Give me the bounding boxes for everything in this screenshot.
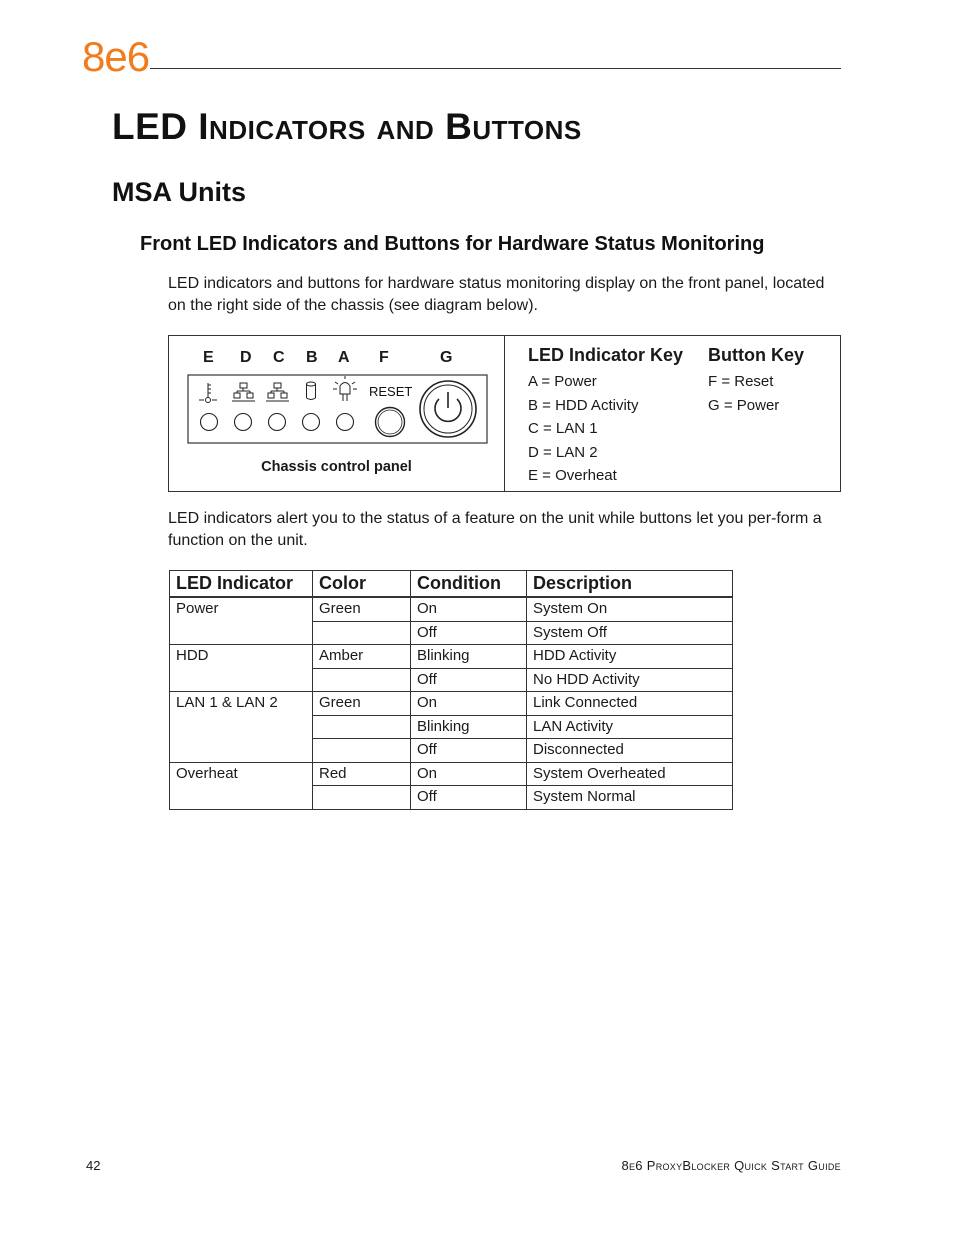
subsection-title: Front LED Indicators and Buttons for Hardware Status Monitoring (140, 233, 765, 255)
network-icon (266, 383, 289, 401)
button-key-title: Button Key (708, 345, 804, 365)
condition-cell: Blinking (411, 715, 527, 739)
led-indicator-cell: LAN 1 & LAN 2 (170, 692, 313, 763)
condition-cell: On (411, 597, 527, 621)
button-key-item: G = Power (708, 396, 780, 414)
color-cell (313, 786, 411, 810)
chassis-control-panel (187, 374, 489, 446)
condition-cell: On (411, 692, 527, 716)
color-cell: Green (313, 597, 411, 621)
condition-cell: Off (411, 786, 527, 810)
description-cell: System Off (527, 621, 733, 645)
table-row (170, 645, 733, 669)
thermometer-icon (199, 383, 217, 403)
diagram-letter-g: G (440, 349, 453, 366)
header-led-indicator: LED Indicator (170, 571, 313, 598)
color-cell (313, 621, 411, 645)
description-cell: System Normal (527, 786, 733, 810)
color-cell (313, 715, 411, 739)
color-cell: Red (313, 762, 411, 786)
description-cell: No HDD Activity (527, 668, 733, 692)
description-cell: System On (527, 597, 733, 621)
alerts-paragraph: LED indicators alert you to the status of a feature on the unit while buttons let you per-form a function on the unit. (168, 510, 822, 549)
led-key-item: E = Overheat (528, 467, 617, 484)
diagram-divider (504, 336, 505, 491)
led-key-item: C = LAN 1 (528, 420, 598, 437)
hdd-led (303, 414, 320, 431)
page-number: 42 (86, 1158, 101, 1173)
diagram-letter-b: B (306, 349, 318, 366)
diagram-letter-a: A (338, 349, 350, 366)
section-title: MSA Units (112, 177, 246, 207)
lan1-led (269, 414, 286, 431)
condition-cell: Off (411, 739, 527, 763)
power-button (420, 381, 476, 437)
reset-label: RESET (369, 384, 413, 399)
network-icon (232, 383, 255, 401)
description-cell: Link Connected (527, 692, 733, 716)
condition-cell: Off (411, 621, 527, 645)
color-cell (313, 668, 411, 692)
description-cell: HDD Activity (527, 645, 733, 669)
color-cell (313, 739, 411, 763)
header-condition: Condition (411, 571, 527, 598)
diagram-caption: Chassis control panel (261, 459, 412, 475)
led-indicator-key (528, 342, 683, 488)
condition-cell: Off (411, 668, 527, 692)
led-indicator-cell: Overheat (170, 762, 313, 809)
table-header-row (170, 571, 733, 598)
led-status-table (169, 570, 733, 810)
led-key-item: D = LAN 2 (528, 443, 598, 461)
page-title: LED Indicators and Buttons (112, 106, 582, 147)
company-logo: 8e6 (82, 33, 150, 80)
condition-cell: On (411, 762, 527, 786)
lan2-led (235, 414, 252, 431)
header-description: Description (527, 571, 733, 598)
description-cell: LAN Activity (527, 715, 733, 739)
diagram-letter-c: C (273, 349, 285, 366)
led-key-item: B = HDD Activity (528, 396, 639, 414)
color-cell: Amber (313, 645, 411, 669)
led-key-item: A = Power (528, 373, 597, 390)
power-led-icon (333, 376, 357, 401)
diagram-letter-e: E (203, 349, 214, 366)
led-indicator-cell: Power (170, 597, 313, 645)
diagram-letter-f: F (379, 349, 389, 366)
reset-button (376, 408, 405, 437)
header-rule (150, 68, 841, 69)
button-key-item: F = Reset (708, 373, 774, 390)
condition-cell: Blinking (411, 645, 527, 669)
table-row (170, 692, 733, 716)
header-color: Color (313, 571, 411, 598)
led-key-title: LED Indicator Key (528, 345, 684, 365)
hard-drive-icon (307, 382, 316, 400)
led-diagram-box (168, 335, 841, 492)
power-led (337, 414, 354, 431)
led-indicator-cell: HDD (170, 645, 313, 692)
button-key (708, 342, 804, 417)
overheat-led (201, 414, 218, 431)
description-cell: System Overheated (527, 762, 733, 786)
table-row (170, 762, 733, 786)
diagram-letter-d: D (240, 349, 252, 366)
table-row (170, 597, 733, 621)
color-cell: Green (313, 692, 411, 716)
intro-paragraph: LED indicators and buttons for hardware status monitoring display on the front panel, located on the right side of the chassis (see diagram below). (168, 275, 825, 314)
description-cell: Disconnected (527, 739, 733, 763)
guide-title: 8e6 ProxyBlocker Quick Start Guide (621, 1158, 841, 1173)
